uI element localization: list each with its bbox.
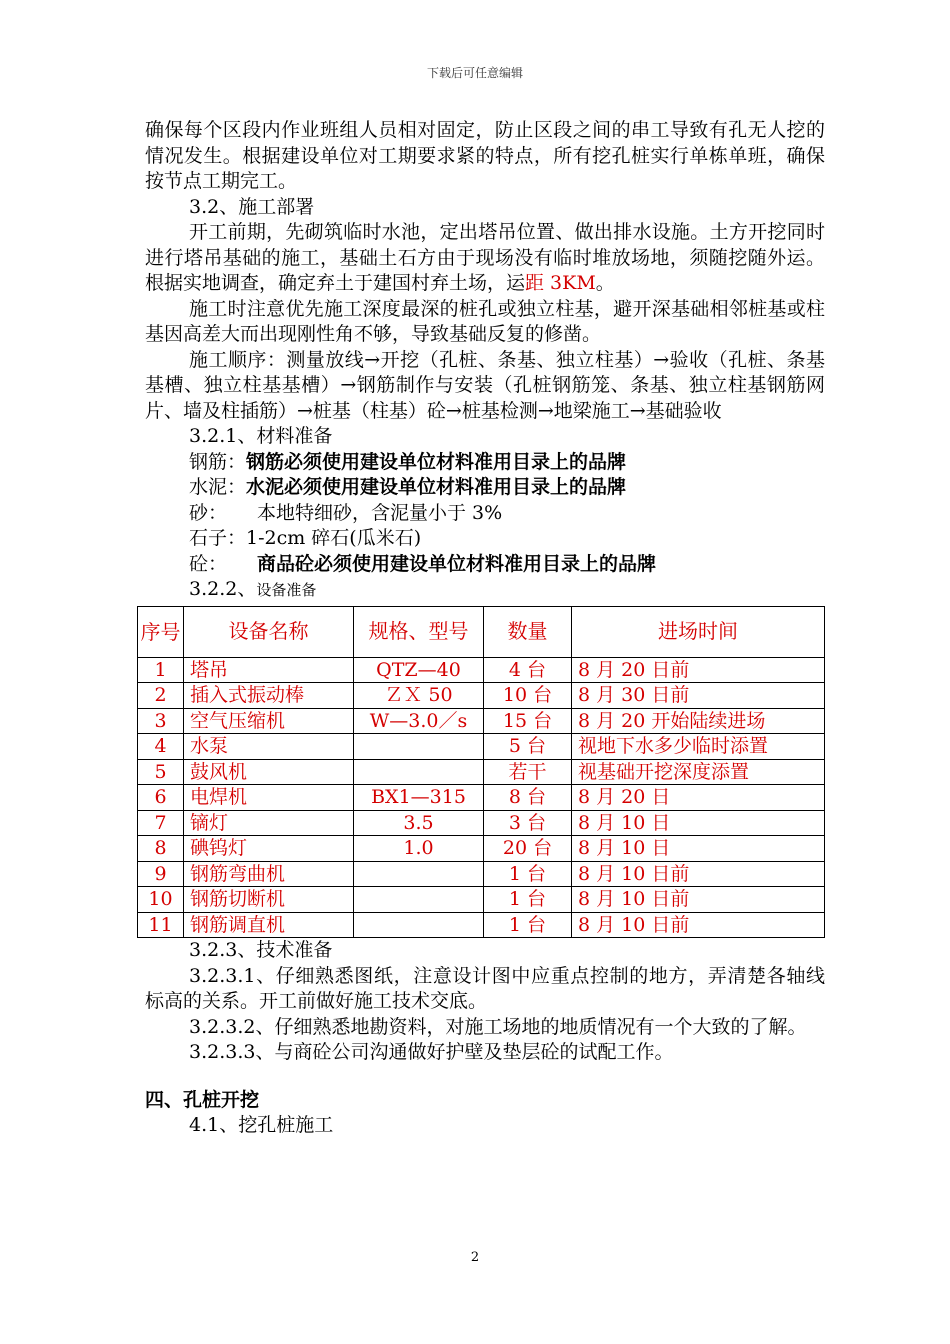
table-header-cell: 进场时间 (572, 606, 825, 657)
material-value: 商品砼必须使用建设单位材料准用目录上的品牌 (257, 552, 657, 575)
table-header-cell: 设备名称 (184, 606, 354, 657)
material-item (145, 450, 825, 476)
material-value: 钢筋必须使用建设单位材料准用目录上的品牌 (246, 450, 627, 473)
table-cell: 4 台 (484, 657, 572, 683)
table-cell: 8 (138, 836, 184, 862)
heading-3-2: 3.2、施工部署 (189, 195, 315, 218)
table-row (138, 734, 825, 760)
table-cell: 8 台 (484, 785, 572, 811)
table-header-cell: 规格、型号 (354, 606, 484, 657)
paragraph-1: 确保每个区段内作业班组人员相对固定，防止区段之间的串工导致有孔无人挖的情况发生。根据建设单位对工期要求紧的特点，所有挖孔桩实行单栋单班，确保按节点工期完工。 (145, 119, 825, 192)
table-cell: 11 (138, 912, 184, 938)
table-cell: 5 (138, 759, 184, 785)
table-cell (354, 912, 484, 938)
table-cell: 3.5 (354, 810, 484, 836)
table-row (138, 785, 825, 811)
table-cell: 7 (138, 810, 184, 836)
table-cell (354, 734, 484, 760)
heading-3-2-2-number: 3.2.2、 (189, 578, 257, 600)
paragraph-2-end: 。 (595, 272, 615, 294)
table-cell: 1 台 (484, 912, 572, 938)
table-cell: 2 (138, 683, 184, 709)
table-cell: 镝灯 (184, 810, 354, 836)
paragraph-3-2-3-1: 3.2.3.1、仔细熟悉图纸，注意设计图中应重点控制的地方，弄清楚各轴线标高的关系。开工前做好施工技术交底。 (145, 964, 825, 1012)
table-cell: 鼓风机 (184, 759, 354, 785)
material-value: 本地特细砂，含泥量小于 3% (257, 501, 503, 524)
table-cell: 视基础开挖深度添置 (572, 759, 825, 785)
material-item (145, 552, 825, 578)
material-label: 水泥： (189, 476, 247, 498)
construction-sequence: 施工顺序：测量放线→开挖（孔桩、条基、独立柱基）→验收（孔桩、条基基槽、独立柱基基槽）→钢筋制作与安装（孔桩钢筋笼、条基、独立柱基钢筋网片、墙及柱插筋）→桩基（柱基）砼→桩基检测→地梁施工→基础验收 (145, 348, 825, 422)
table-row (138, 836, 825, 862)
table-cell: 电焊机 (184, 785, 354, 811)
section-4-title: 四、孔桩开挖 (145, 1088, 260, 1111)
table-cell: 6 (138, 785, 184, 811)
document-body (140, 118, 825, 1139)
page-number: 2 (470, 1250, 480, 1265)
table-cell: 8 月 10 日 (572, 836, 825, 862)
equipment-table (137, 606, 825, 939)
table-cell: 3 (138, 708, 184, 734)
table-row (138, 683, 825, 709)
table-cell: 空气压缩机 (184, 708, 354, 734)
table-row (138, 912, 825, 938)
table-cell: 3 台 (484, 810, 572, 836)
table-cell: 8 月 20 开始陆续进场 (572, 708, 825, 734)
paragraph-3-2-3-2: 3.2.3.2、仔细熟悉地勘资料，对施工场地的地质情况有一个大致的了解。 (189, 1015, 807, 1038)
paragraph-2 (145, 220, 825, 297)
table-cell: 8 月 10 日前 (572, 861, 825, 887)
paragraph-3-2-3-3: 3.2.3.3、与商砼公司沟通做好护壁及垫层砼的试配工作。 (189, 1041, 674, 1063)
table-row (138, 657, 825, 683)
table-cell: 视地下水多少临时添置 (572, 734, 825, 760)
material-label: 石子： (189, 527, 247, 549)
table-cell: 1 台 (484, 887, 572, 913)
table-cell: 碘钨灯 (184, 836, 354, 862)
table-cell: 钢筋弯曲机 (184, 861, 354, 887)
table-cell: 8 月 20 日 (572, 785, 825, 811)
table-cell: 1.0 (354, 836, 484, 862)
table-cell: W—3.0／s (354, 708, 484, 734)
table-row (138, 810, 825, 836)
heading-4-1: 4.1、挖孔桩施工 (189, 1114, 334, 1136)
table-cell: QTZ—40 (354, 657, 484, 683)
table-cell: 8 月 10 日 (572, 810, 825, 836)
table-row (138, 861, 825, 887)
table-cell: 5 台 (484, 734, 572, 760)
table-cell: 1 台 (484, 861, 572, 887)
materials-list (145, 450, 825, 578)
material-value: 水泥必须使用建设单位材料准用目录上的品牌 (246, 476, 627, 498)
paragraph-2-main: 开工前期，先砌筑临时水池，定出塔吊位置、做出排水设施。土方开挖同时进行塔吊基础的施工，基础土石方由于现场没有临时堆放场地，须随挖随外运。根据实地调查，确定弃土于建国村弃土场，运 (145, 221, 825, 294)
table-cell: 钢筋切断机 (184, 887, 354, 913)
table-row (138, 887, 825, 913)
table-cell: 8 月 10 日前 (572, 912, 825, 938)
table-row (138, 708, 825, 734)
table-cell: 8 月 10 日前 (572, 887, 825, 913)
table-cell: 10 台 (484, 683, 572, 709)
heading-3-2-3: 3.2.3、技术准备 (189, 939, 333, 961)
table-cell: 塔吊 (184, 657, 354, 683)
table-header-cell: 序号 (138, 606, 184, 657)
table-cell: 8 月 20 日前 (572, 657, 825, 683)
material-item (145, 501, 825, 527)
material-item (145, 526, 825, 552)
table-cell: 若干 (484, 759, 572, 785)
table-header-cell: 数量 (484, 606, 572, 657)
material-label: 砂： (189, 501, 228, 524)
table-cell: 1 (138, 657, 184, 683)
table-cell: 10 (138, 887, 184, 913)
table-cell: 15 台 (484, 708, 572, 734)
paragraph-3: 施工时注意优先施工深度最深的桩孔或独立柱基，避开深基础相邻桩基或柱基因高差大而出现刚性角不够，导致基础反复的修凿。 (145, 297, 825, 345)
page-header: 下载后可任意编辑 (426, 66, 523, 80)
heading-3-2-1: 3.2.1、材料准备 (189, 425, 333, 447)
table-cell: ＺＸ 50 (354, 683, 484, 709)
material-value: 1-2cm 碎石(瓜米石) (246, 527, 422, 549)
table-cell: BX1—315 (354, 785, 484, 811)
distance-highlight: 距 3KM (525, 272, 596, 294)
table-cell: 水泵 (184, 734, 354, 760)
table-cell: 8 月 30 日前 (572, 683, 825, 709)
heading-3-2-2-text: 设备准备 (256, 581, 317, 599)
table-cell (354, 759, 484, 785)
table-cell (354, 861, 484, 887)
table-row (138, 759, 825, 785)
material-label: 钢筋： (189, 450, 247, 473)
table-cell: 插入式振动棒 (184, 683, 354, 709)
table-header-row (138, 606, 825, 657)
material-item (145, 475, 825, 501)
table-cell: 4 (138, 734, 184, 760)
table-cell: 钢筋调直机 (184, 912, 354, 938)
table-cell (354, 887, 484, 913)
material-label: 砼： (189, 552, 228, 575)
table-cell: 9 (138, 861, 184, 887)
table-cell: 20 台 (484, 836, 572, 862)
heading-3-2-2 (145, 577, 825, 604)
